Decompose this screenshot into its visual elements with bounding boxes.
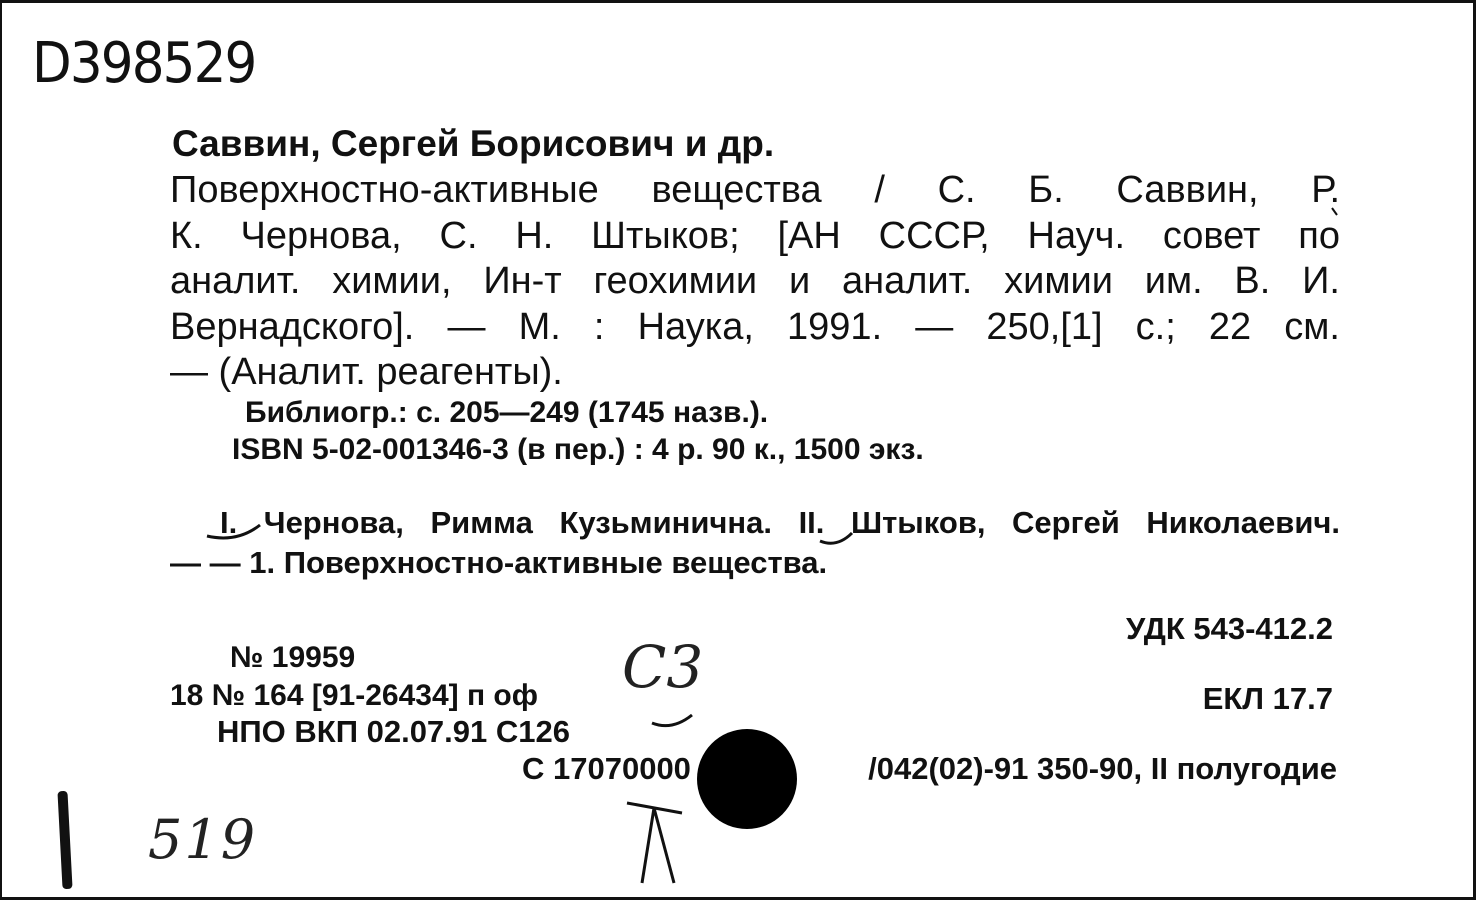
isbn-note: ISBN 5-02-001346-3 (в пер.) : 4 р. 90 к., 1500 экз.: [232, 433, 924, 466]
handwritten-number: 519: [148, 808, 258, 871]
pen-marks: [2, 3, 1472, 898]
description-line: — (Аналит. реагенты).: [170, 351, 563, 393]
handwritten-c3: С3: [622, 633, 704, 701]
description-line: Поверхностно-активные вещества / С. Б. Саввин, Р.: [170, 169, 1340, 211]
print-line: 18 № 164 [91-26434] п оф: [170, 679, 538, 712]
description-line: аналит. химии, Ин-т геохимии и аналит. химии им. В. И.: [170, 260, 1340, 302]
author-heading: Саввин, Сергей Борисович и др.: [172, 123, 775, 164]
description-line: К. Чернова, С. Н. Штыков; [АН СССР, Науч. совет по: [170, 214, 1340, 257]
tracing-line: — — 1. Поверхностно-активные вещества.: [170, 545, 828, 580]
udk-code: УДК 543-412.2: [1126, 611, 1333, 646]
classification-left: С 17070000: [522, 751, 691, 786]
tracing-line: I. Чернова, Римма Кузьминична. II. Штыков, Сергей Николаевич.: [220, 505, 1340, 540]
classification-right: /042(02)-91 350-90, II полугодие: [868, 751, 1337, 786]
bibliography-note: Библиогр.: с. 205—249 (1745 назв.).: [245, 396, 769, 429]
npo-line: НПО ВКП 02.07.91 С126: [217, 714, 570, 749]
order-number: № 19959: [230, 641, 356, 674]
shelfmark: D398529: [32, 31, 256, 96]
description-line: Вернадского]. — М. : Наука, 1991. — 250,[1] с.; 22 см.: [170, 305, 1340, 348]
ekl-code: ЕКЛ 17.7: [1202, 681, 1333, 716]
